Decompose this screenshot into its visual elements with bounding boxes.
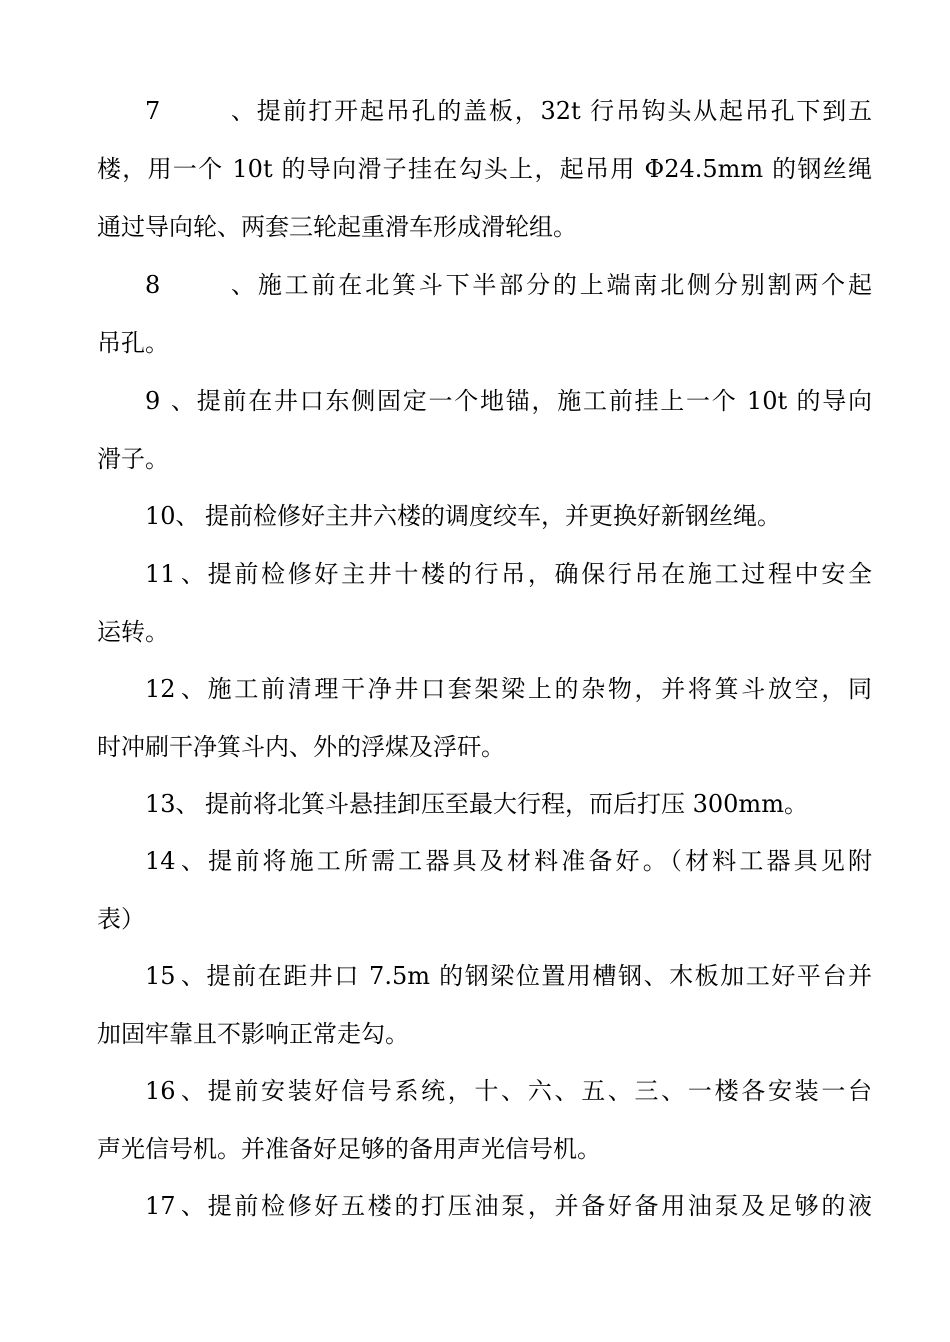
list-item-10	[97, 487, 872, 545]
item-number: 10、	[145, 502, 200, 530]
item-number: 8、	[145, 271, 255, 299]
item-number: 15、	[145, 962, 205, 990]
item-text: 提前打开起吊孔的盖板，32t 行吊钩头从起吊孔下到五	[255, 97, 872, 125]
list-item-17	[97, 1177, 872, 1235]
item-text: 施工前在北箕斗下半部分的上端南北侧分别割两个起	[255, 271, 872, 299]
item-text: 提前安装好信号系统，十、六、五、三、一楼各安装一台	[205, 1077, 872, 1105]
text-line	[97, 256, 872, 314]
item-number: 9、	[145, 387, 195, 415]
text-line	[97, 660, 872, 718]
item-number: 13、	[145, 790, 200, 818]
list-item-9	[97, 372, 872, 488]
list-item-7	[97, 82, 872, 256]
item-text: 提前检修好主井十楼的行吊，确保行吊在施工过程中安全	[205, 560, 872, 588]
list-item-15	[97, 947, 872, 1063]
text-line: 通过导向轮、两套三轮起重滑车形成滑轮组。	[97, 213, 577, 241]
text-line: 时冲刷干净箕斗内、外的浮煤及浮矸。	[97, 733, 505, 761]
item-number: 12、	[145, 675, 205, 703]
text-line: 运转。	[97, 618, 169, 646]
list-item-11	[97, 545, 872, 661]
item-text: 提前检修好主井六楼的调度绞车，并更换好新钢丝绳。	[205, 502, 781, 530]
item-text: 提前在距井口 7.5m 的钢梁位置用槽钢、木板加工好平台并	[205, 962, 872, 990]
text-line	[97, 545, 872, 603]
item-number: 7、	[145, 97, 255, 125]
item-text: 施工前清理干净井口套架梁上的杂物，并将箕斗放空，同	[205, 675, 872, 703]
text-line	[97, 1062, 872, 1120]
text-line	[97, 487, 872, 545]
list-item-13	[97, 775, 872, 833]
text-line: 楼，用一个 10t 的导向滑子挂在勾头上，起吊用 Φ24.5mm 的钢丝绳	[97, 155, 872, 183]
item-text: 提前在井口东侧固定一个地锚，施工前挂上一个 10t 的导向	[195, 387, 872, 415]
item-text: 提前将施工所需工器具及材料准备好。（材料工器具见附	[205, 847, 872, 875]
list-item-16	[97, 1062, 872, 1178]
item-number: 14、	[145, 847, 205, 875]
item-number: 16、	[145, 1077, 205, 1105]
text-line	[97, 82, 872, 140]
text-line	[97, 372, 872, 430]
list-item-8	[97, 256, 872, 372]
text-line: 吊孔。	[97, 329, 169, 357]
list-item-14	[97, 832, 872, 948]
text-line: 滑子。	[97, 445, 169, 473]
text-line	[97, 775, 872, 833]
text-line	[97, 1177, 872, 1235]
item-text: 提前将北箕斗悬挂卸压至最大行程，而后打压 300mm。	[205, 790, 808, 818]
text-line	[97, 832, 872, 890]
text-line: 加固牢靠且不影响正常走勾。	[97, 1020, 409, 1048]
item-number: 11、	[145, 560, 205, 588]
item-number: 17、	[145, 1192, 205, 1220]
list-item-12	[97, 660, 872, 776]
text-line: 声光信号机。并准备好足够的备用声光信号机。	[97, 1135, 601, 1163]
text-line	[97, 947, 872, 1005]
text-line: 表）	[97, 905, 145, 933]
item-text: 提前检修好五楼的打压油泵，并备好备用油泵及足够的液	[205, 1192, 872, 1220]
